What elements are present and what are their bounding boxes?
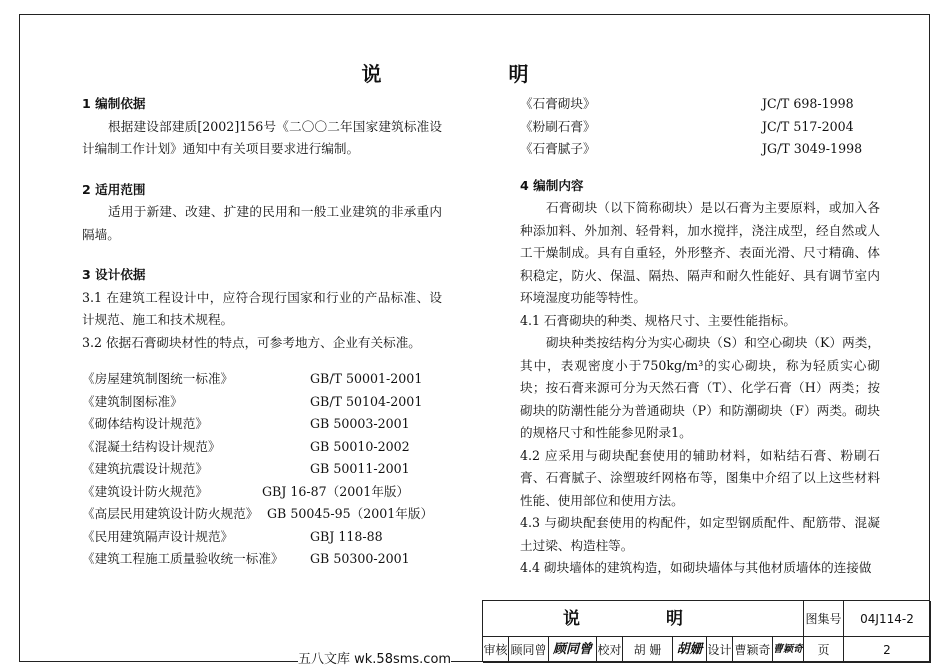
standard-row (82, 481, 442, 504)
section-4-2-text: 4.2 应采用与砌块配套使用的辅助材料，如粘结石膏、粉刷石膏、石膏腻子、涂塑玻纤网格布等，图集中介绍了以上这些材料性能、使用部位和使用方法。 (520, 447, 880, 508)
standard-code: GBJ 118-88 (310, 528, 383, 544)
standard-row (82, 368, 442, 391)
standard-name: 《石膏腻子》 (520, 141, 596, 156)
section-4-intro: 石膏砌块（以下简称砌块）是以石膏为主要原料，或加入各种添加料、外加剂、轻骨料，加水搅拌，浇注成型，经自然或人工干燥制成。具有自重轻，外形整齐、表面光滑、尺寸精确、体积稳定，防火、保温、隔热、隔声和耐久性能好、具有调节室内环境湿度功能等特性。 (520, 200, 880, 305)
page-number: 2 (844, 637, 931, 663)
atlas-label: 图集号 (804, 601, 844, 637)
standard-name: 《混凝土结构设计规范》 (82, 438, 221, 454)
section-4-1-heading: 4.1 石膏砌块的种类、规格尺寸、主要性能指标。 (520, 312, 796, 328)
section-3-1-text: 3.1 在建筑工程设计中，应符合现行国家和行业的产品标准、设计规范、施工和技术规程。 (82, 289, 442, 327)
standard-code: JG/T 3049-1998 (762, 141, 863, 156)
standard-row (82, 413, 442, 436)
standard-name: 《砌体结构设计规范》 (82, 416, 208, 431)
right-column (520, 93, 880, 580)
checker-signature: 胡姗 (673, 637, 707, 663)
standard-name: 《建筑抗震设计规范》 (82, 461, 208, 476)
standard-code: GB/T 50104-2001 (310, 393, 423, 409)
section-1-heading: 1 编制依据 (82, 96, 146, 111)
standard-code: GB/T 50001-2001 (310, 371, 423, 386)
standard-name: 《高层民用建筑设计防火规范》 (82, 506, 259, 521)
section-4-4-text: 4.4 砌块墙体的建筑构造，如砌块墙体与其他材质墙体的连接做 (520, 560, 872, 575)
checker-name: 胡 姗 (623, 637, 673, 663)
review-label: 审核 (483, 637, 509, 663)
section-4-heading: 4 编制内容 (520, 177, 584, 193)
standard-code: JC/T 698-1998 (762, 96, 854, 111)
section-3-2-text: 3.2 依据石膏砌块材性的特点，可参考地方、企业有关标准。 (82, 334, 421, 350)
standard-row (520, 138, 880, 161)
standard-row (520, 116, 880, 139)
left-column (82, 93, 442, 571)
section-4-1-text: 砌块种类按结构分为实心砌块（S）和空心砌块（K）两类，其中，表观密度小于750kg/m³的实心砌块，称为轻质实心砌块；按石膏来源可分为天然石膏（T）、化学石膏（H）两类；按砌块的防潮性能分为普通砌块（P）和防潮砌块（F）两类。砌块的规格尺寸和性能参见附录1。 (520, 335, 880, 440)
standard-code: GB 50010-2002 (310, 438, 410, 454)
section-2-text: 适用于新建、改建、扩建的民用和一般工业建筑的非承重内隔墙。 (82, 204, 442, 242)
standard-code: GB 50300-2001 (310, 551, 410, 566)
section-3-heading: 3 设计依据 (82, 267, 146, 282)
section-1-text: 根据建设部建质[2002]156号《二〇〇二年国家建筑标准设计编制工作计划》通知中有关项目要求进行编制。 (82, 118, 442, 156)
watermark-text: 五八文库 wk.58sms.com (298, 648, 451, 667)
designer-signature: 曹颖奇 (773, 637, 804, 663)
standard-row (82, 548, 442, 571)
page-title: 说 明 (361, 62, 589, 86)
section-2-heading: 2 适用范围 (82, 181, 146, 197)
title-block-title: 说 明 (483, 601, 804, 637)
standards-list (82, 368, 442, 571)
standard-code: GB 50003-2001 (310, 416, 410, 431)
standard-code: GB 50011-2001 (310, 461, 410, 476)
standard-code: JC/T 517-2004 (762, 118, 854, 134)
section-4-3-text: 4.3 与砌块配套使用的构配件，如定型钢质配件、配筋带、混凝土过梁、构造柱等。 (520, 515, 880, 553)
standard-code: GB 50045-95（2001年版） (267, 506, 434, 521)
design-label: 设计 (707, 637, 733, 663)
title-block (482, 600, 930, 662)
atlas-number: 04J114-2 (844, 601, 931, 637)
standard-row (82, 526, 442, 549)
standard-code: GBJ 16-87（2001年版） (262, 483, 410, 499)
standard-name: 《粉刷石膏》 (520, 118, 596, 134)
designer-name: 曹颖奇 (733, 637, 773, 663)
standard-name: 《民用建筑隔声设计规范》 (82, 528, 234, 544)
standard-name: 《石膏砌块》 (520, 96, 596, 111)
standard-row (520, 93, 880, 116)
standard-name: 《房屋建筑制图统一标准》 (82, 371, 234, 386)
standards-list-right (520, 93, 880, 161)
page-label: 页 (804, 637, 844, 663)
standard-name: 《建筑工程施工质量验收统一标准》 (82, 551, 284, 566)
reviewer-signature: 顾同曾 (549, 637, 597, 663)
standard-row (82, 503, 442, 526)
standard-row (82, 391, 442, 414)
reviewer-name: 顾同曾 (509, 637, 549, 663)
check-label: 校对 (597, 637, 623, 663)
standard-row (82, 458, 442, 481)
standard-row (82, 436, 442, 459)
standard-name: 《建筑设计防火规范》 (82, 483, 208, 499)
standard-name: 《建筑制图标准》 (82, 393, 183, 409)
